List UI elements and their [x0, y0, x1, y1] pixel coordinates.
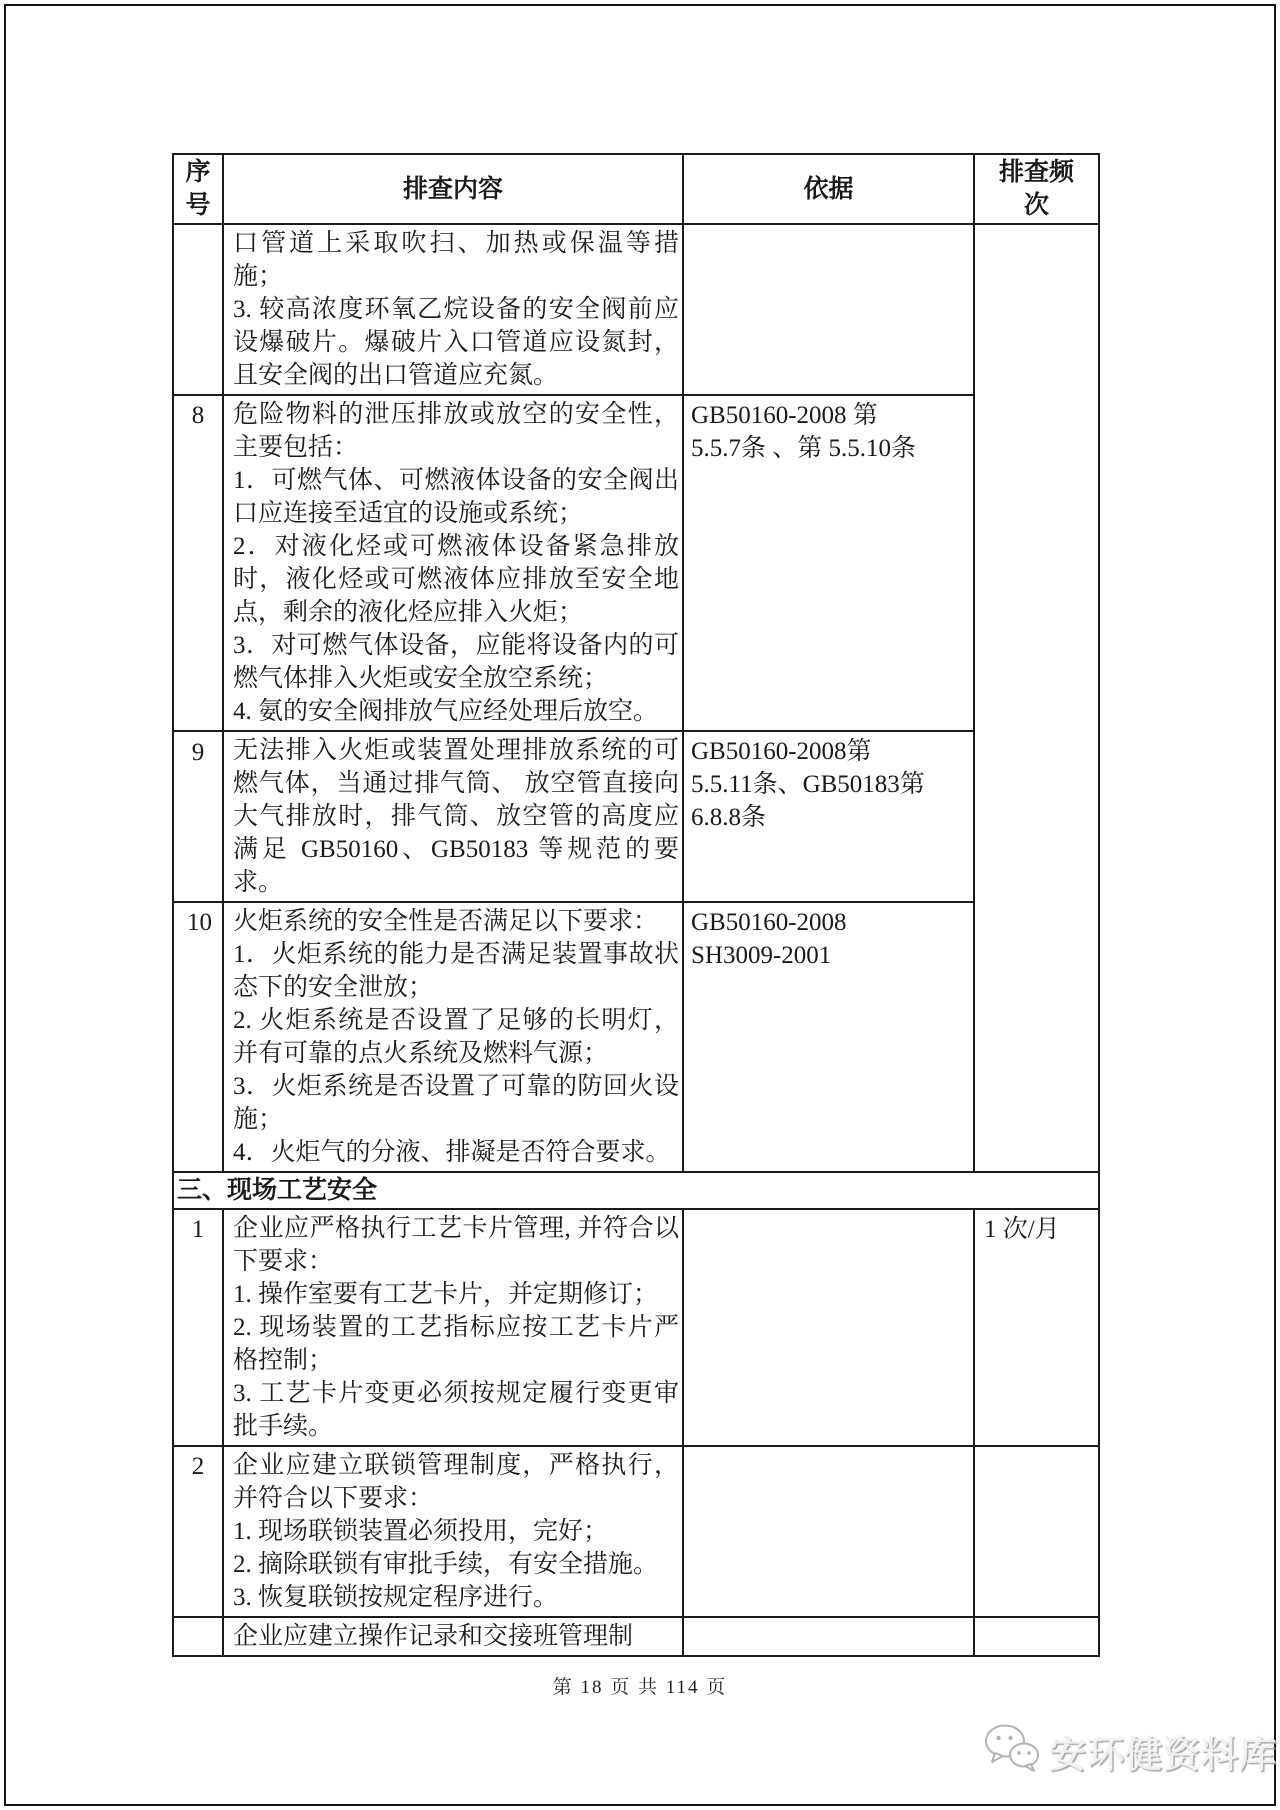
table-row [173, 224, 1099, 395]
wechat-logo-icon [983, 1722, 1041, 1779]
content-paragraph: 火炬系统的安全性是否满足以下要求： [233, 908, 659, 935]
basis-cell [683, 1617, 974, 1656]
section-title: 三、现场工艺安全 [173, 1172, 1099, 1209]
basis-cell [683, 224, 974, 395]
frequency-cell [974, 1446, 1099, 1617]
inspection-content-cell [223, 902, 683, 1172]
content-paragraph: 1. 操作室要有工艺卡片，并定期修订； [233, 1281, 659, 1308]
frequency-cell: 1 次/月 [974, 1209, 1099, 1446]
table-row [173, 1617, 1099, 1656]
column-header-3: 排查频次 [974, 154, 1099, 224]
basis-cell [683, 731, 974, 902]
row-number-cell: 9 [173, 731, 223, 902]
inspection-content-cell [223, 224, 683, 395]
row-number-cell: 2 [173, 1446, 223, 1617]
row-number-cell: 8 [173, 395, 223, 731]
basis-cell [683, 1209, 974, 1446]
frequency-cell-merged [974, 224, 1099, 1172]
row-number-cell: 10 [173, 902, 223, 1172]
content-paragraph: 3．火炬系统是否设置了可靠的防回火设施； [233, 1073, 679, 1133]
inspection-table [172, 153, 1100, 1657]
basis-line: 5.5.7条 、第 5.5.10条 [691, 435, 917, 462]
basis-cell [683, 902, 974, 1172]
basis-line: GB50160-2008第 [691, 738, 872, 765]
content-paragraph: 企业应建立联锁管理制度，严格执行，并符合以下要求： [233, 1452, 679, 1512]
section-header-row [173, 1172, 1099, 1209]
table-header-row [173, 154, 1099, 224]
column-header-1: 排查内容 [223, 154, 683, 224]
basis-line: 5.5.11条、GB50183第 [691, 771, 925, 798]
row-number-cell [173, 1617, 223, 1656]
table-row [173, 395, 1099, 731]
content-paragraph: 2. 摘除联锁有审批手续，有安全措施。 [233, 1551, 659, 1578]
content-paragraph: 企业应建立操作记录和交接班管理制 [233, 1623, 634, 1650]
content-paragraph: 1．可燃气体、可燃液体设备的安全阀出口应连接至适宜的设施或系统； [233, 467, 679, 527]
basis-line: SH3009-2001 [691, 942, 832, 969]
content-paragraph: 无法排入火炬或装置处理排放系统的可燃气体，当通过排气筒、 放空管直接向大气排放时，排气筒、放空管的高度应满足 GB50160、GB50183 等规范的要求。 [233, 737, 679, 896]
watermark-text: 安环健资料库 [1049, 1733, 1277, 1775]
page-number: 第 18 页 共 114 页 [552, 1677, 728, 1698]
header-row [173, 154, 1099, 224]
inspection-content-cell [223, 731, 683, 902]
inspection-content-cell [223, 1209, 683, 1446]
basis-cell [683, 395, 974, 731]
inspection-content-cell [223, 1617, 683, 1656]
content-paragraph: 4．火炬气的分液、排凝是否符合要求。 [233, 1139, 671, 1166]
content-paragraph: 2. 火炬系统是否设置了足够的长明灯，并有可靠的点火系统及燃料气源； [233, 1007, 679, 1067]
inspection-content-cell [223, 395, 683, 731]
table-body [173, 224, 1099, 1656]
content-paragraph: 3. 工艺卡片变更必须按规定履行变更审批手续。 [233, 1380, 679, 1440]
content-paragraph: 2．对液化烃或可燃液体设备紧急排放时，液化烃或可燃液体应排放至安全地点，剩余的液化烃应排入火炬； [233, 533, 679, 626]
table-row [173, 1446, 1099, 1617]
content-paragraph: 企业应严格执行工艺卡片管理, 并符合以下要求： [233, 1215, 679, 1275]
content-paragraph: 3. 较高浓度环氧乙烷设备的安全阀前应设爆破片。爆破片入口管道应设氮封，且安全阀的出口管道应充氮。 [233, 296, 679, 389]
content-paragraph: 2. 现场装置的工艺指标应按工艺卡片严格控制； [233, 1314, 679, 1374]
content-paragraph: 危险物料的泄压排放或放空的安全性，主要包括： [233, 401, 679, 461]
table-row [173, 902, 1099, 1172]
content-paragraph: 口管道上采取吹扫、加热或保温等措施； [233, 230, 679, 290]
basis-line: GB50160-2008 [691, 909, 847, 936]
column-header-0: 序号 [173, 154, 223, 224]
content-paragraph: 3．对可燃气体设备，应能将设备内的可燃气体排入火炬或安全放空系统； [233, 632, 679, 692]
basis-cell [683, 1446, 974, 1617]
basis-line: 6.8.8条 [691, 804, 767, 831]
content-paragraph: 3. 恢复联锁按规定程序进行。 [233, 1584, 559, 1611]
row-number-cell: 1 [173, 1209, 223, 1446]
table-row [173, 731, 1099, 902]
content-paragraph: 1. 现场联锁装置必须投用，完好； [233, 1518, 609, 1545]
content-paragraph: 4. 氨的安全阀排放气应经处理后放空。 [233, 698, 659, 725]
content-paragraph: 1．火炬系统的能力是否满足装置事故状态下的安全泄放； [233, 941, 679, 1001]
basis-line: GB50160-2008 第 [691, 402, 878, 429]
inspection-content-cell [223, 1446, 683, 1617]
watermark [983, 1722, 1277, 1779]
table-row [173, 1209, 1099, 1446]
frequency-cell [974, 1617, 1099, 1656]
row-number-cell [173, 224, 223, 395]
column-header-2: 依据 [683, 154, 974, 224]
